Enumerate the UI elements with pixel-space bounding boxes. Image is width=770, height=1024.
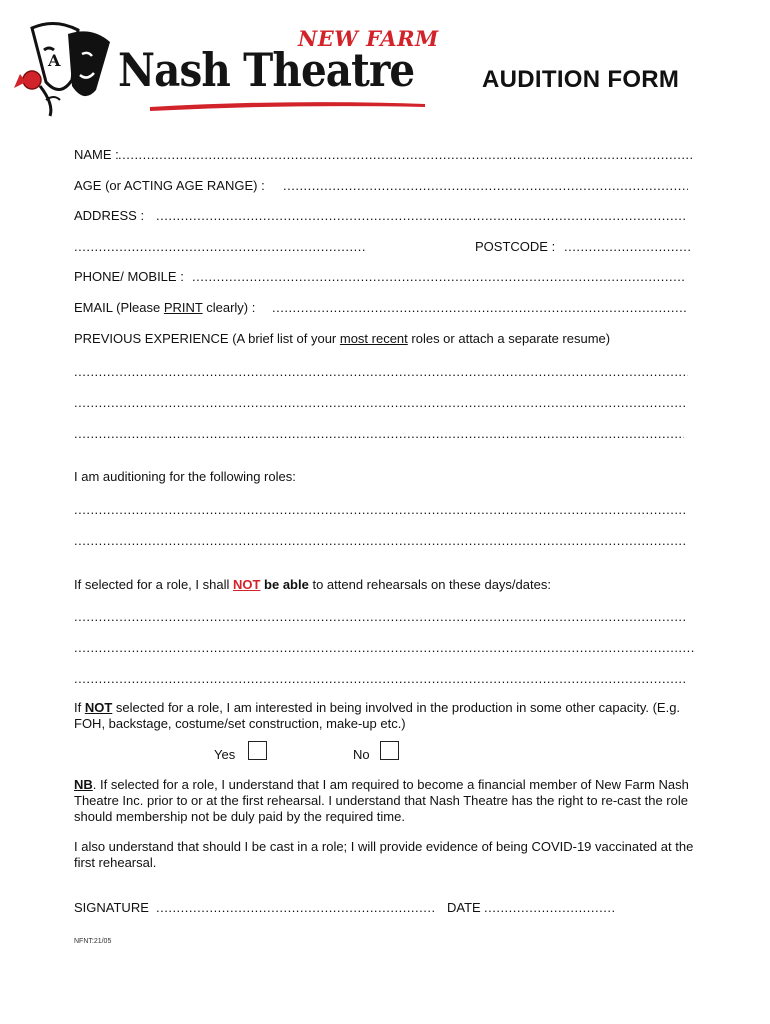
logo-new-farm-text: NEW FARM [298, 26, 439, 51]
not-emphasis: NOT [232, 577, 261, 592]
rehearsal-line-2[interactable] [74, 640, 694, 656]
age-label: AGE (or ACTING AGE RANGE) : [74, 178, 265, 193]
phone-label: PHONE/ MOBILE : [74, 269, 184, 284]
name-field[interactable] [118, 147, 694, 163]
date-field[interactable] [484, 900, 614, 916]
form-title: AUDITION FORM [482, 66, 680, 93]
experience-label: PREVIOUS EXPERIENCE (A brief list of your most recent roles or attach a separate resume) [74, 331, 611, 346]
theatre-masks-logo-icon [10, 20, 120, 120]
most-recent-emphasis: most recent [339, 331, 408, 346]
yes-checkbox[interactable] [248, 741, 267, 760]
nb-label: NB [74, 777, 93, 792]
svg-text:A: A [48, 51, 61, 70]
rehearsal-line-1[interactable] [74, 609, 686, 625]
experience-line-2[interactable] [74, 395, 686, 411]
roles-label: I am auditioning for the following roles: [74, 469, 296, 484]
not-other-emphasis: NOT [84, 700, 113, 715]
phone-field[interactable] [192, 269, 684, 285]
rehearsal-label: If selected for a role, I shall NOT be able to attend rehearsals on these days/dates: [74, 577, 551, 592]
roles-line-2[interactable] [74, 533, 686, 549]
experience-line-3[interactable] [74, 426, 684, 442]
signature-field[interactable] [156, 900, 436, 916]
email-label: EMAIL (Please PRINT clearly) : [74, 300, 256, 315]
postcode-field[interactable] [564, 239, 690, 255]
postcode-label: POSTCODE : [475, 239, 556, 254]
nb-text: NB. If selected for a role, I understand that I am required to become a financial member of New Farm Nash Theatre Inc. prior to or at the first rehearsal. I understand that Nash Theatre has the right to re-cast the role should membership not be duly paid by the required time. [74, 777, 689, 824]
address-field[interactable] [156, 208, 686, 224]
no-label: No [353, 747, 370, 762]
logo-swoosh-icon [150, 98, 425, 112]
date-label: DATE [447, 900, 481, 915]
age-field[interactable] [283, 178, 688, 194]
address-label: ADDRESS : [74, 208, 145, 223]
yes-label: Yes [214, 747, 236, 762]
address-field-line-2[interactable] [74, 239, 366, 255]
logo-nash-theatre-text: Nash Theatre [118, 43, 415, 97]
name-label: NAME : [74, 147, 119, 162]
email-print-emphasis: PRINT [163, 300, 203, 315]
no-checkbox[interactable] [380, 741, 399, 760]
other-capacity-text: If NOT selected for a role, I am interested in being involved in the production in some other capacity. (E.g. FOH, backstage, costume/set construction, make-up etc.) [74, 700, 681, 731]
roles-line-1[interactable] [74, 502, 686, 518]
rehearsal-line-3[interactable] [74, 671, 686, 687]
signature-label: SIGNATURE [74, 900, 149, 915]
experience-line-1[interactable] [74, 364, 688, 380]
form-code: NFNT:21/05 [74, 938, 112, 945]
email-field[interactable] [272, 300, 686, 316]
covid-text: I also understand that should I be cast in a role; I will provide evidence of being COVID-19 vaccinated at the first rehearsal. [74, 839, 694, 870]
